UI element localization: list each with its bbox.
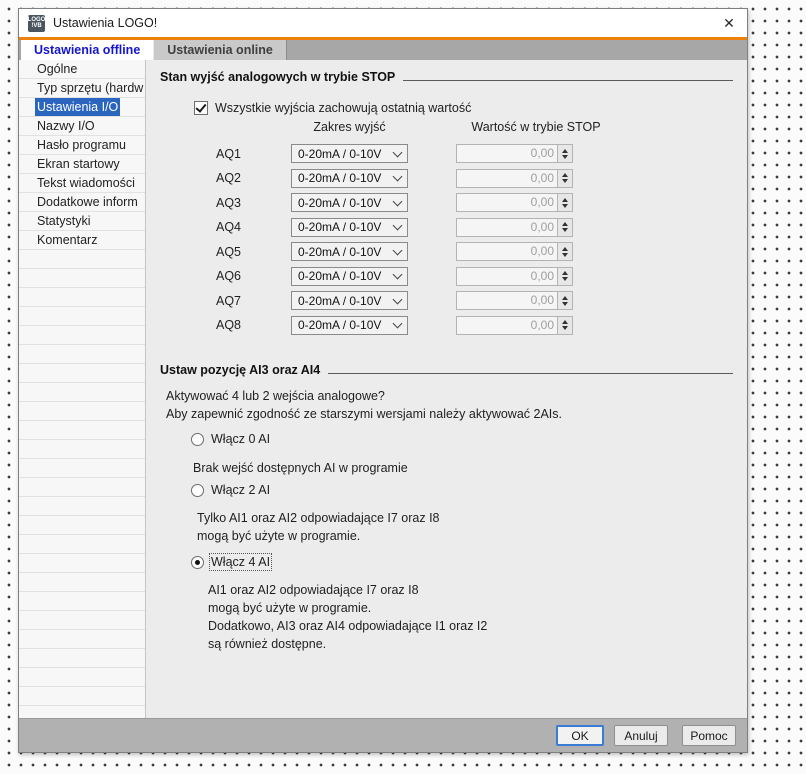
spinner-down-icon <box>562 228 568 232</box>
intro-line: Aby zapewnić zgodność ze starszymi wersjami należy aktywować 2AIs. <box>166 407 562 421</box>
chevron-down-icon <box>393 147 403 157</box>
spinner-down-icon <box>562 302 568 306</box>
tab-bar <box>19 40 747 60</box>
spinner-buttons[interactable] <box>557 219 572 236</box>
aq5-range-select[interactable]: 0-20mA / 0-10V <box>291 242 408 261</box>
spinner-down-icon <box>562 326 568 330</box>
logo-icon-text2: !VB <box>31 23 42 29</box>
aq7-stop-value-input[interactable]: 0,00 <box>456 291 573 310</box>
aq6-range-select[interactable]: 0-20mA / 0-10V <box>291 267 408 286</box>
sidebar-item-statistics[interactable]: Statystyki <box>37 214 91 228</box>
radio-icon <box>191 484 204 497</box>
spinner-up-icon <box>562 296 568 300</box>
spinner-down-icon <box>562 179 568 183</box>
spinner-buttons[interactable] <box>557 292 572 309</box>
enable-4-ai-description: AI1 oraz AI2 odpowiadające I7 oraz I8 mogą być użyte w programie. Dodatkowo, AI3 oraz AI4 odpowiadające I1 oraz I2 są również dostępne. <box>208 583 488 651</box>
sidebar-item-hardware-type[interactable]: Typ sprzętu (hardw <box>37 81 144 95</box>
tab-online-settings[interactable]: Ustawienia online <box>153 40 287 60</box>
radio-enable-2-ai[interactable]: Włącz 2 AI <box>191 483 270 497</box>
sidebar-item-comment[interactable]: Komentarz <box>37 233 98 247</box>
aq4-stop-value-input[interactable]: 0,00 <box>456 218 573 237</box>
sidebar-item-io-settings[interactable]: Ustawienia I/O <box>37 100 119 114</box>
chevron-down-icon <box>393 196 403 206</box>
aq8-label: AQ8 <box>216 318 242 332</box>
column-header-stop-value: Wartość w trybie STOP <box>471 120 601 134</box>
dialog-title: Ustawienia LOGO! <box>53 16 158 30</box>
tab-offline-settings[interactable]: Ustawienia offline <box>21 40 153 60</box>
aq3-range-select[interactable]: 0-20mA / 0-10V <box>291 193 408 212</box>
spinner-down-icon <box>562 155 568 159</box>
cancel-button[interactable]: Anuluj <box>614 725 668 746</box>
aq8-stop-value-input[interactable]: 0,00 <box>456 316 573 335</box>
sidebar-item-io-names[interactable]: Nazwy I/O <box>37 119 95 133</box>
aq7-range-select[interactable]: 0-20mA / 0-10V <box>291 291 408 310</box>
aq1-range-select[interactable]: 0-20mA / 0-10V <box>291 144 408 163</box>
dialog-body <box>19 60 747 718</box>
aq2-label: AQ2 <box>216 171 242 185</box>
chevron-down-icon <box>393 245 403 255</box>
check-icon <box>195 101 206 113</box>
retain-last-value-checkbox-row <box>194 101 471 115</box>
chevron-down-icon <box>393 270 403 280</box>
spinner-up-icon <box>562 198 568 202</box>
table-row-aq3 <box>146 193 747 212</box>
spinner-up-icon <box>562 173 568 177</box>
io-settings-panel <box>146 60 747 718</box>
chevron-down-icon <box>393 221 403 231</box>
analog-output-table <box>146 144 747 340</box>
aq2-range-select[interactable]: 0-20mA / 0-10V <box>291 169 408 188</box>
spinner-up-icon <box>562 320 568 324</box>
spinner-buttons[interactable] <box>557 194 572 211</box>
aq5-stop-value-input[interactable]: 0,00 <box>456 242 573 261</box>
aq6-stop-value-input[interactable]: 0,00 <box>456 267 573 286</box>
aq7-label: AQ7 <box>216 293 242 308</box>
table-row-aq7 <box>146 291 747 310</box>
chevron-down-icon <box>393 172 403 182</box>
sidebar-item-startup-screen[interactable]: Ekran startowy <box>37 157 120 171</box>
logo-icon-text: LOGO <box>27 17 46 23</box>
checkbox-label: Wszystkie wyjścia zachowują ostatnią wartość <box>215 101 472 115</box>
radio-enable-0-ai[interactable]: Włącz 0 AI <box>191 432 270 446</box>
ai-section-intro <box>166 387 562 423</box>
close-icon[interactable]: ✕ <box>723 14 735 31</box>
spinner-buttons[interactable] <box>557 170 572 187</box>
enable-2-ai-description: Tylko AI1 oraz AI2 odpowiadające I7 oraz I8 mogą być użyte w programie. <box>197 511 440 543</box>
intro-line: Aktywować 4 lub 2 wejścia analogowe? <box>166 389 385 403</box>
spinner-buttons[interactable] <box>557 243 572 260</box>
spinner-up-icon <box>562 247 568 251</box>
table-row-aq1 <box>146 144 747 163</box>
aq8-range-select[interactable]: 0-20mA / 0-10V <box>291 316 408 335</box>
ai-position-section-heading <box>160 363 733 377</box>
sidebar-item-general[interactable]: Ogólne <box>37 62 78 76</box>
aq1-label: AQ1 <box>216 146 242 161</box>
section-title: Ustaw pozycję AI3 oraz AI4 <box>160 363 321 377</box>
radio-icon-selected <box>191 556 204 569</box>
aq5-label: AQ5 <box>216 244 242 259</box>
table-row-aq8 <box>146 316 747 335</box>
retain-last-value-checkbox[interactable] <box>194 101 208 115</box>
table-row-aq5 <box>146 242 747 261</box>
title-bar <box>19 9 747 37</box>
dialog-footer <box>19 718 747 752</box>
section-title: Stan wyjść analogowych w trybie STOP <box>160 70 396 84</box>
sidebar-item-message-text[interactable]: Tekst wiadomości <box>37 176 135 190</box>
spinner-up-icon <box>562 271 568 275</box>
spinner-down-icon <box>562 253 568 257</box>
spinner-buttons[interactable] <box>557 268 572 285</box>
column-header-output-range: Zakres wyjść <box>313 120 386 134</box>
settings-dialog <box>18 8 748 753</box>
enable-0-ai-description: Brak wejść dostępnych AI w programie <box>193 461 408 475</box>
aq2-stop-value-input[interactable]: 0,00 <box>456 169 573 188</box>
sidebar-item-program-password[interactable]: Hasło programu <box>37 138 126 152</box>
sidebar-item-additional-info[interactable]: Dodatkowe inform <box>37 195 138 209</box>
logo-app-icon <box>28 15 45 32</box>
spinner-buttons[interactable] <box>557 145 572 162</box>
heading-rule <box>328 373 733 374</box>
help-button[interactable]: Pomoc <box>682 725 736 746</box>
analog-outputs-section-heading <box>160 70 733 84</box>
spinner-up-icon <box>562 149 568 153</box>
spinner-down-icon <box>562 204 568 208</box>
table-row-aq4 <box>146 218 747 237</box>
aq6-label: AQ6 <box>216 269 242 283</box>
spinner-up-icon <box>562 222 568 226</box>
aq3-label: AQ3 <box>216 195 242 210</box>
aq4-label: AQ4 <box>216 220 242 234</box>
radio-icon <box>191 433 204 446</box>
settings-category-list <box>19 60 146 718</box>
aq1-stop-value-input[interactable]: 0,00 <box>456 144 573 163</box>
chevron-down-icon <box>393 319 403 329</box>
spinner-buttons[interactable] <box>557 317 572 334</box>
radio-enable-4-ai[interactable]: Włącz 4 AI <box>191 555 270 569</box>
spinner-down-icon <box>562 277 568 281</box>
aq4-range-select[interactable]: 0-20mA / 0-10V <box>291 218 408 237</box>
chevron-down-icon <box>393 294 403 304</box>
aq3-stop-value-input[interactable]: 0,00 <box>456 193 573 212</box>
table-row-aq6 <box>146 267 747 286</box>
table-row-aq2 <box>146 169 747 188</box>
heading-rule <box>403 80 733 81</box>
ok-button[interactable]: OK <box>556 725 604 746</box>
